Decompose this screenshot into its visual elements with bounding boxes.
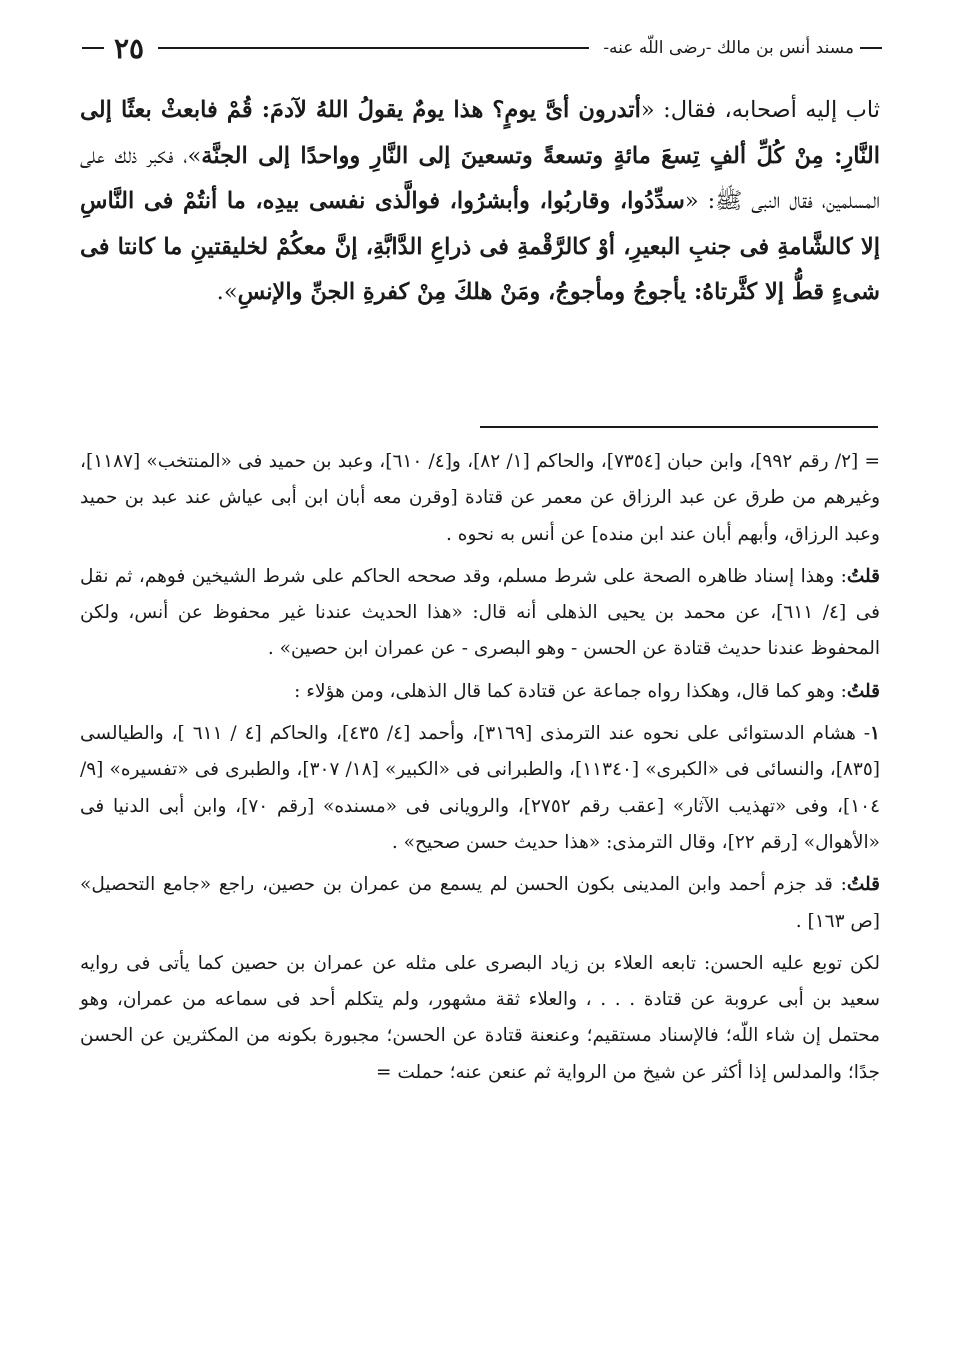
footnote-comment-3: [80, 867, 880, 940]
hadith-intro: ثاب إليه أصحابه، فقال: «: [640, 97, 880, 123]
hadith-text: [80, 88, 880, 316]
footnote-followup-text: لكن توبع عليه الحسن: تابعه العلاء بن زياد البصرى على مثله عن عمران بن حصين كما يأتى فى روايه سعيد بن أبى عروبة عن قتادة . . . ، والعلاء ثقة مشهور، ولم يتكلم أحد فى سماعه من عمران، وهو محتمل إن شاء اللّه؛ فالإسناد مستقيم؛ وعنعنة قتادة عن الحسن؛ مجبورة بكونه من المكثرين عن الحسن جدًا؛ والمدلس إذا أكثر عن شيخ من الرواية ثم عنعن عنه؛ حملت =: [80, 952, 880, 1083]
page-header: [82, 30, 882, 66]
qult-label: قلتُ: [846, 874, 880, 896]
footnotes: [80, 444, 880, 1091]
running-title: [603, 38, 882, 58]
title-dash: [860, 47, 882, 49]
footnote-followup: [80, 946, 880, 1091]
hadith-close: ».: [216, 279, 238, 305]
footnote-comment-3-text: : قد جزم أحمد وابن المدينى بكون الحسن لم يسمع من عمران بن حصين، راجع «جامع التحصيل» [ص ١٦٣] .: [80, 874, 880, 932]
footnote-separator: [480, 426, 878, 428]
footnote-comment-1-text: : وهذا إسناد ظاهره الصحة على شرط مسلم، وقد صححه الحاكم على شرط الشيخين فوهم، ثم نقل فى [٤/ ٦١١]، عن محمد بن يحيى الذهلى أنه قال: «هذا الحديث عندنا غير محفوظ عن أنس، ولكن المحفوظ عندنا حديث قتادة عن الحسن - وهو البصرى - عن عمران ابن حصين» .: [80, 565, 880, 660]
hadith-narration: »، فكبر ذلك على المسلمين، فقال النبى ﷺ: «: [80, 142, 880, 214]
header-rule: [158, 47, 589, 49]
footnote-list-item-1-text: - هشام الدستوائى على نحوه عند الترمذى [٣١٦٩]، وأحمد [٤/ ٤٣٥]، والحاكم [٤ / ٦١١ ]، والطيالسى [٨٣٥]، والنسائى فى «الكبرى» [١١٣٤٠]، والطبرانى فى «الكبير» [١٨/ ٣٠٧]، والطبرى فى «تفسيره» [٩/ ١٠٤]، وفى «تهذيب الآثار» [عقب رقم ٢٧٥٢]، والرويانى فى «مسنده» [رقم ٧٠]، وابن أبى الدنيا فى «الأهوال» [رقم ٢٢]، وقال الترمذى: «هذا حديث حسن صحيح» .: [80, 723, 881, 853]
page-number-dash: [82, 47, 104, 49]
page-number: [82, 32, 144, 65]
hadith-quote-1: أتدرون أىَّ يومٍ؟ هذا يومٌ يقولُ اللهُ لآدمَ: قُمْ فابعثْ بعثًا إلى النَّارِ: مِنْ كُلِّ ألفٍ تِسعَ مائةٍ وتسعةً وتسعينَ إلى النَّارِ وواحدًا إلى الجنَّة: [80, 97, 880, 169]
list-number: ١: [870, 723, 880, 745]
footnote-sources-text: = [٢/ رقم ٩٩٢]، وابن حبان [٧٣٥٤]، والحاكم [١/ ٨٢]، و[٤/ ٦١٠]، وعبد بن حميد فى «المنتخب» [١١٨٧]، وغيرهم من طرق عن عبد الرزاق عن معمر عن قتادة [وقرن معه أبان ابن أبى عياش عند عبد بن حميد وعبد الرزاق، وأبهم أبان عند ابن منده] عن أنس به نحوه .: [80, 451, 880, 545]
hadith-quote-2: سدِّدُوا، وقاربُوا، وأبشرُوا، فوالَّذى نفسى بيدِه، ما أنتُمْ فى النَّاسِ إلا كالشَّامةِ فى جنبِ البعيرِ، أوْ كالرَّقْمةِ فى ذراعِ الدَّابَّةِ، إنَّ معكُمْ لخليقتينِ ما كانتا فى شىءٍ قطُّ إلا كثَّرتاهُ: يأجوجُ ومأجوجُ، ومَنْ هلكَ مِنْ كفرةِ الجنِّ والإنسِ: [80, 188, 880, 305]
qult-label: قلتُ: [846, 680, 880, 702]
footnote-sources: [80, 444, 880, 553]
footnote-comment-1: [80, 559, 880, 668]
footnote-comment-2: [80, 674, 880, 710]
footnote-list-item-1: [80, 716, 880, 861]
footnote-comment-2-text: : وهو كما قال، وهكذا رواه جماعة عن قتادة كما قال الذهلى، ومن هؤلاء :: [294, 680, 847, 702]
running-title-text: مسند أنس بن مالك -رضى اللّه عنه-: [603, 38, 854, 58]
qult-label: قلتُ: [846, 565, 880, 587]
page-number-text: ٢٥: [114, 31, 145, 65]
